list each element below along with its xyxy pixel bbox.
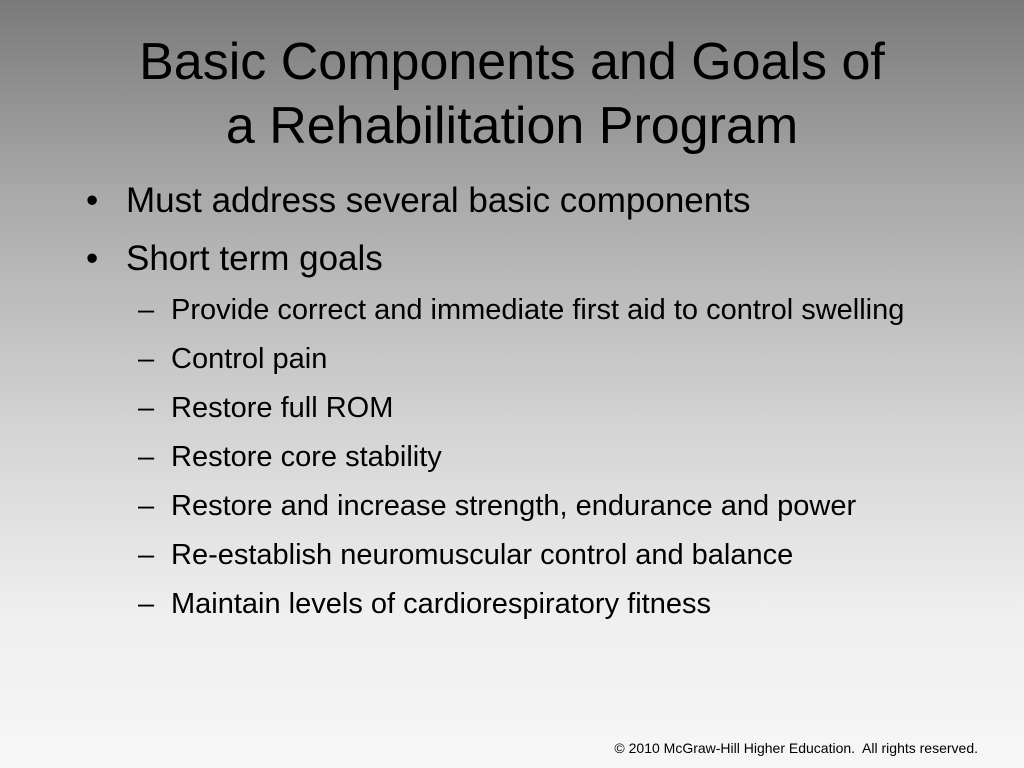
dash-marker: – — [138, 392, 155, 424]
sub-bullet-item — [126, 290, 936, 331]
sub-bullet-text: Maintain levels of cardiorespiratory fitness — [171, 588, 711, 620]
sub-bullet-text: Restore and increase strength, endurance and power — [171, 490, 857, 522]
sub-bullet-text: Restore core stability — [171, 441, 442, 473]
sub-bullet-text: Restore full ROM — [171, 392, 394, 424]
dash-marker: – — [138, 490, 155, 522]
sub-bullet-item — [126, 339, 936, 380]
dash-marker: – — [138, 539, 155, 571]
sub-bullet-item — [126, 486, 936, 527]
slide-content — [86, 180, 936, 633]
dash-marker: – — [138, 343, 155, 375]
slide-title — [0, 30, 1024, 158]
sub-bullet-text: Provide correct and immediate first aid to control swelling — [171, 294, 905, 326]
bullet-item — [86, 180, 936, 222]
sub-bullet-item — [126, 388, 936, 429]
sub-bullet-item — [126, 437, 936, 478]
sub-bullet-item — [126, 535, 936, 576]
bullet-marker: • — [86, 181, 99, 220]
dash-marker: – — [138, 588, 155, 620]
bullet-text: Short term goals — [126, 239, 383, 278]
sub-bullet-group — [86, 290, 936, 625]
sub-bullet-text: Re-establish neuromuscular control and balance — [171, 539, 794, 571]
bullet-item — [86, 238, 936, 280]
bullet-text: Must address several basic components — [126, 181, 751, 220]
sub-bullet-text: Control pain — [171, 343, 328, 375]
slide-title-line-2: a Rehabilitation Program — [225, 97, 799, 155]
bullet-marker: • — [86, 239, 99, 278]
copyright-footer: © 2010 McGraw-Hill Higher Education. All rights reserved. — [614, 740, 978, 756]
dash-marker: – — [138, 441, 155, 473]
sub-bullet-item — [126, 584, 936, 625]
slide-title-line-1: Basic Components and Goals of — [139, 33, 885, 91]
dash-marker: – — [138, 294, 155, 326]
sub-bullet-list — [86, 290, 936, 625]
